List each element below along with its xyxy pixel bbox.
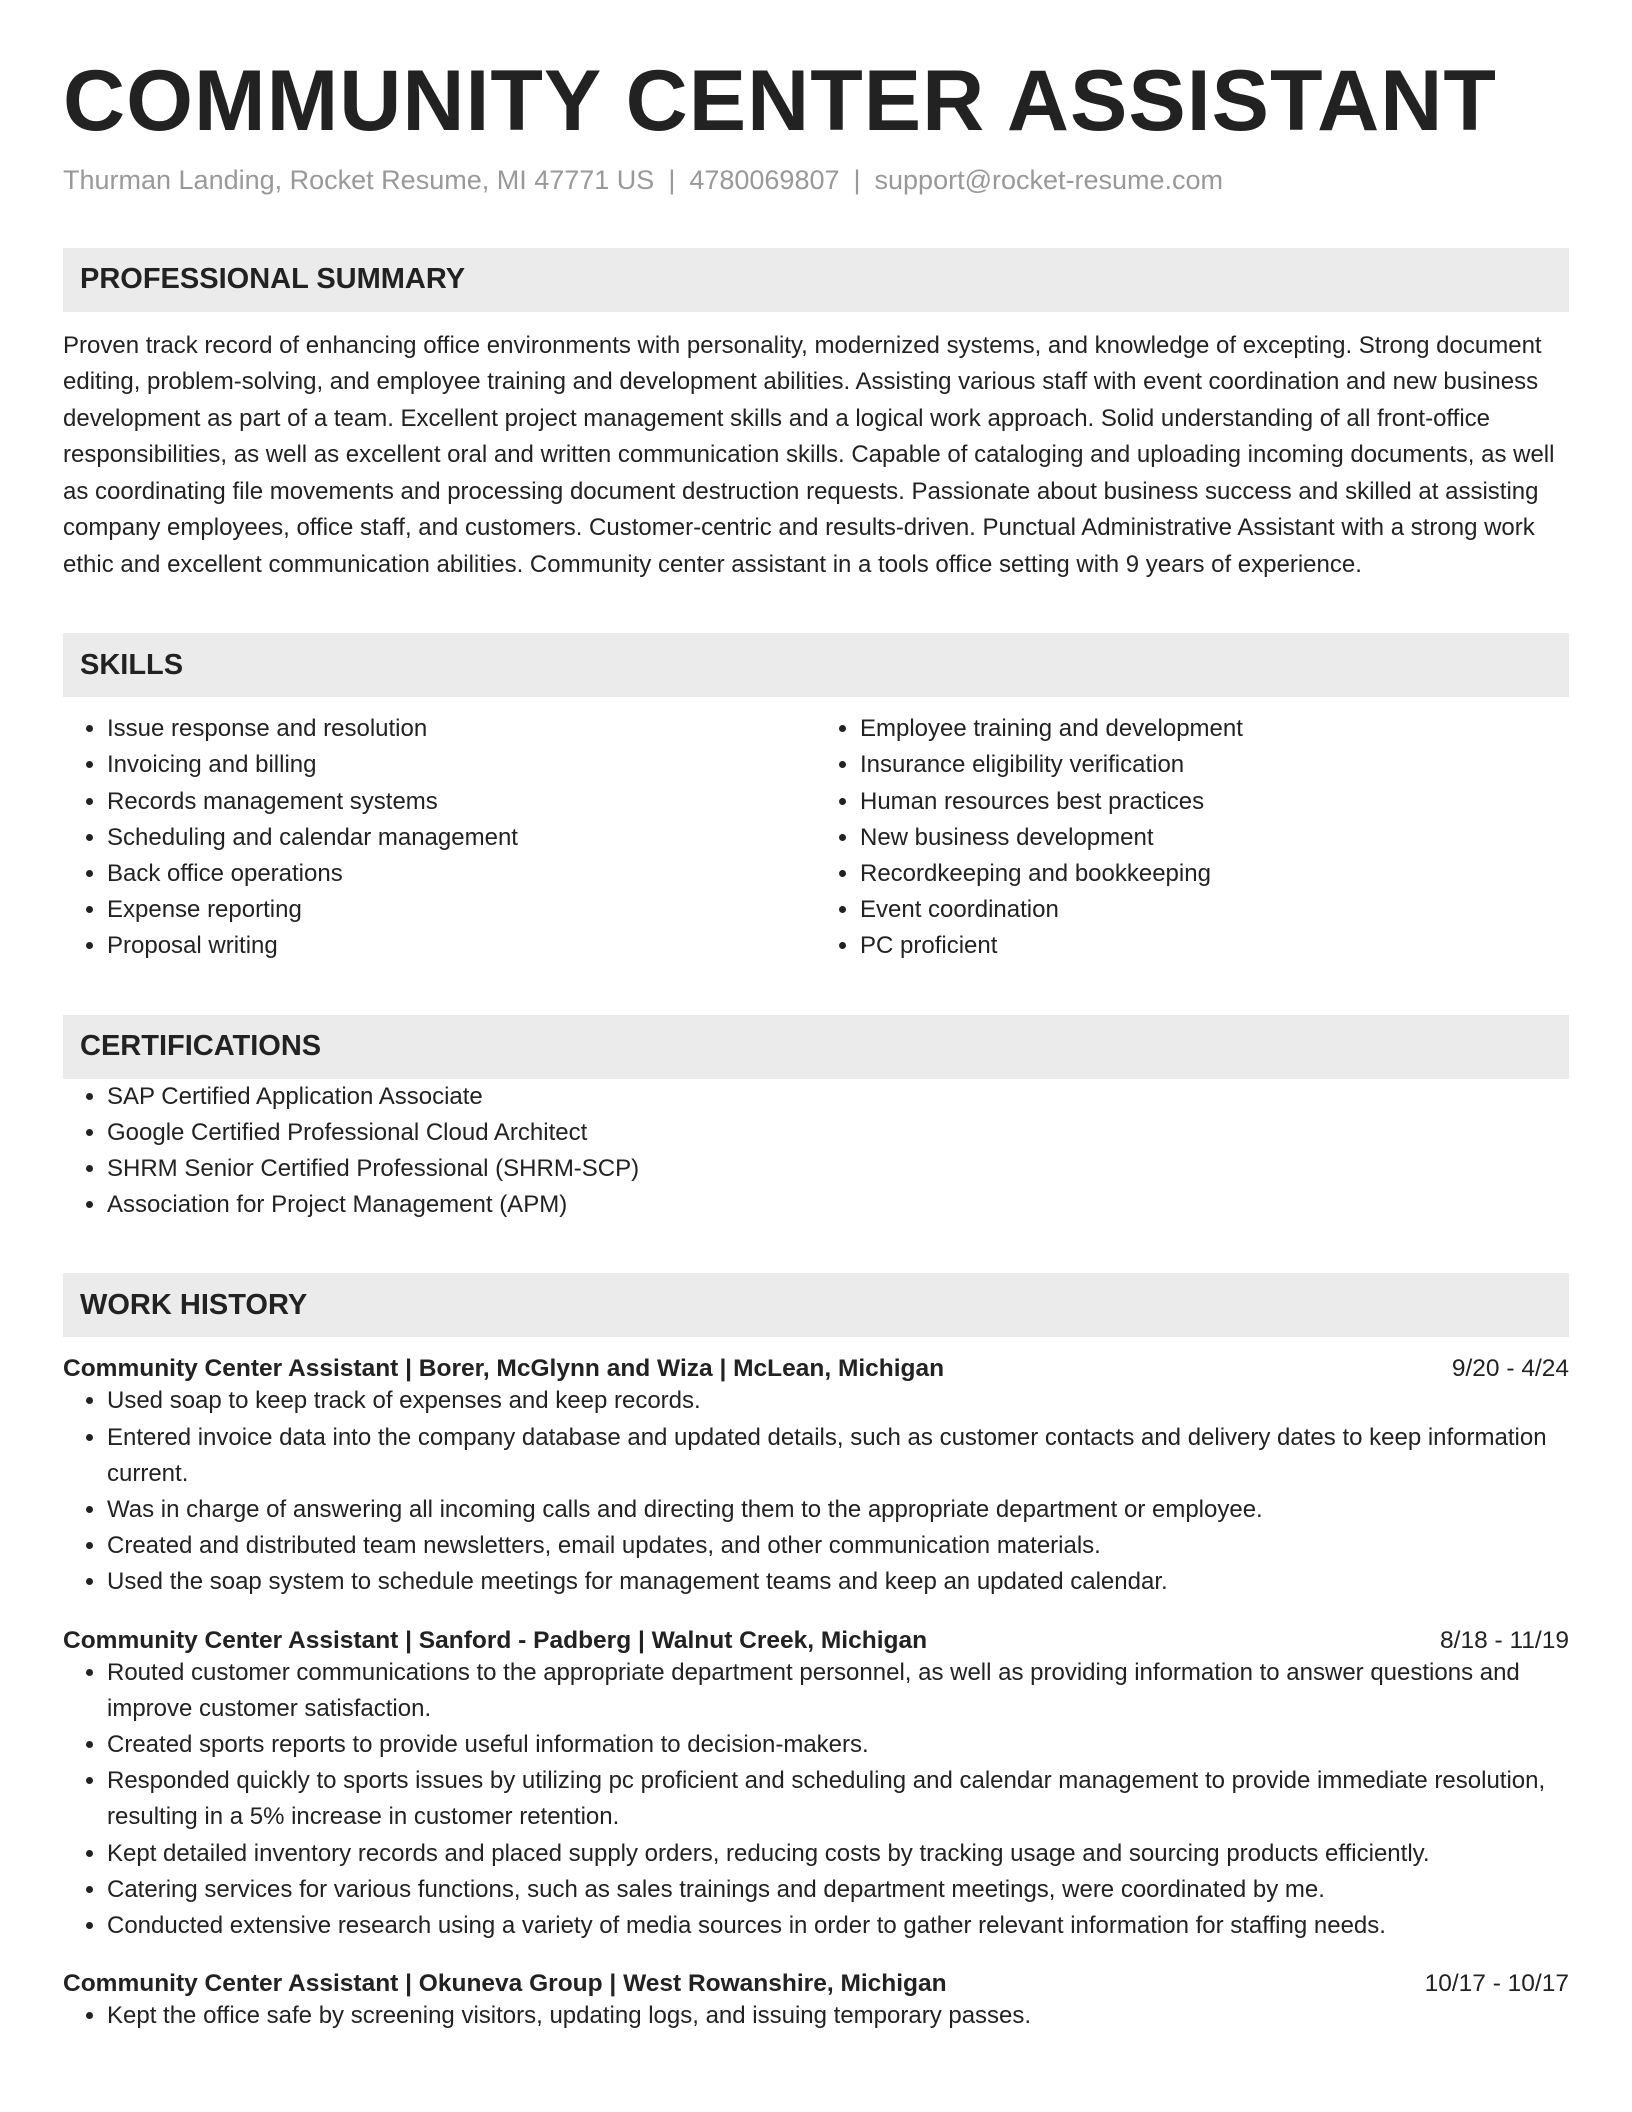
certification-item: • SHRM Senior Certified Professional (SHRM-SCP) bbox=[107, 1151, 1569, 1187]
skill-item: • Expense reporting bbox=[107, 892, 816, 928]
job-heading-row bbox=[63, 1355, 1569, 1383]
job-title: Community Center Assistant | Okuneva Group | West Rowanshire, Michigan bbox=[63, 1970, 947, 1998]
contact-email: support@rocket-resume.com bbox=[874, 164, 1224, 195]
job-bullet: • Catering services for various functions, such as sales trainings and department meetings, were coordinated by me. bbox=[107, 1872, 1569, 1908]
certification-item: • Association for Project Management (APM) bbox=[107, 1187, 1569, 1223]
skill-item: • Insurance eligibility verification bbox=[860, 747, 1569, 783]
job-dates: 10/17 - 10/17 bbox=[1424, 1970, 1569, 1998]
section-header-work-history: WORK HISTORY bbox=[63, 1273, 1569, 1337]
contact-separator: | bbox=[668, 164, 676, 195]
job-bullet: • Responded quickly to sports issues by utilizing pc proficient and scheduling and calendar management to provide immediate resolution, resulting in a 5% increase in customer retention. bbox=[107, 1763, 1569, 1835]
job-bullet-list bbox=[63, 1998, 1569, 2034]
job-bullet: • Conducted extensive research using a variety of media sources in order to gather relevant information for staffing needs. bbox=[107, 1908, 1569, 1944]
job-bullet: • Used the soap system to schedule meetings for management teams and keep an updated calendar. bbox=[107, 1564, 1569, 1600]
certifications-list bbox=[63, 1079, 1569, 1224]
certification-item: • SAP Certified Application Associate bbox=[107, 1079, 1569, 1115]
skills-list-left bbox=[63, 711, 816, 964]
skills-grid bbox=[63, 711, 1569, 964]
section-header-summary: PROFESSIONAL SUMMARY bbox=[63, 248, 1569, 312]
skill-item: • Back office operations bbox=[107, 856, 816, 892]
job-entry bbox=[63, 1355, 1569, 1600]
job-dates: 8/18 - 11/19 bbox=[1440, 1626, 1569, 1654]
skill-item: • Employee training and development bbox=[860, 711, 1569, 747]
skill-item: • Invoicing and billing bbox=[107, 747, 816, 783]
skill-item: • Recordkeeping and bookkeeping bbox=[860, 856, 1569, 892]
skill-item: • Human resources best practices bbox=[860, 784, 1569, 820]
job-bullet: • Created and distributed team newsletters, email updates, and other communication materials. bbox=[107, 1528, 1569, 1564]
skill-item: • Proposal writing bbox=[107, 928, 816, 964]
job-bullet-list bbox=[63, 1383, 1569, 1600]
section-header-certifications: CERTIFICATIONS bbox=[63, 1015, 1569, 1079]
contact-address: Thurman Landing, Rocket Resume, MI 47771 US bbox=[63, 164, 655, 195]
job-heading-row bbox=[63, 1627, 1569, 1655]
job-bullet: • Routed customer communications to the appropriate department personnel, as well as providing information to answer questions and improve customer satisfaction. bbox=[107, 1655, 1569, 1727]
job-entry bbox=[63, 1627, 1569, 1945]
skill-item: • Issue response and resolution bbox=[107, 711, 816, 747]
resume-name: COMMUNITY CENTER ASSISTANT bbox=[63, 53, 1497, 149]
skill-item: • New business development bbox=[860, 820, 1569, 856]
contact-separator: | bbox=[853, 164, 861, 195]
contact-line bbox=[63, 163, 1569, 198]
job-bullet: • Used soap to keep track of expenses and keep records. bbox=[107, 1383, 1569, 1419]
job-bullet: • Kept detailed inventory records and placed supply orders, reducing costs by tracking usage and sourcing products efficiently. bbox=[107, 1836, 1569, 1872]
job-dates: 9/20 - 4/24 bbox=[1451, 1355, 1569, 1383]
certification-item: • Google Certified Professional Cloud Architect bbox=[107, 1115, 1569, 1151]
job-entry bbox=[63, 1970, 1569, 2034]
job-bullet: • Created sports reports to provide useful information to decision-makers. bbox=[107, 1727, 1569, 1763]
job-bullet: • Entered invoice data into the company database and updated details, such as customer contacts and delivery dates to keep information current. bbox=[107, 1420, 1569, 1492]
skill-item: • Scheduling and calendar management bbox=[107, 820, 816, 856]
job-title: Community Center Assistant | Sanford - Padberg | Walnut Creek, Michigan bbox=[63, 1626, 928, 1654]
skills-list-right bbox=[816, 711, 1569, 964]
summary-text: Proven track record of enhancing office environments with personality, modernized systems, and knowledge of excepting. Strong document editing, problem-solving, and employee training and development abilities. Assisting various staff with event coordination and new business development as part of a team. Excellent project management skills and a logical work approach. Solid understanding of all front-office responsibilities, as well as excellent oral and written communication skills. Capable of cataloging and uploading incoming documents, as well as coordinating file movements and processing document destruction requests. Passionate about business success and skilled at assisting company employees, office staff, and customers. Customer-centric and results-driven. Punctual Administrative Assistant with a strong work ethic and excellent communication abilities. Community center assistant in a tools office setting with 9 years of experience. bbox=[63, 331, 1555, 578]
job-title: Community Center Assistant | Borer, McGlynn and Wiza | McLean, Michigan bbox=[63, 1355, 945, 1383]
skill-item: • PC proficient bbox=[860, 928, 1569, 964]
job-bullet-list bbox=[63, 1655, 1569, 1945]
job-heading-row bbox=[63, 1970, 1569, 1998]
job-bullet: • Kept the office safe by screening visitors, updating logs, and issuing temporary passes. bbox=[107, 1998, 1569, 2034]
skill-item: • Records management systems bbox=[107, 784, 816, 820]
section-header-skills: SKILLS bbox=[63, 633, 1569, 697]
job-bullet: • Was in charge of answering all incoming calls and directing them to the appropriate department or employee. bbox=[107, 1492, 1569, 1528]
contact-phone: 4780069807 bbox=[689, 164, 840, 195]
skill-item: • Event coordination bbox=[860, 892, 1569, 928]
